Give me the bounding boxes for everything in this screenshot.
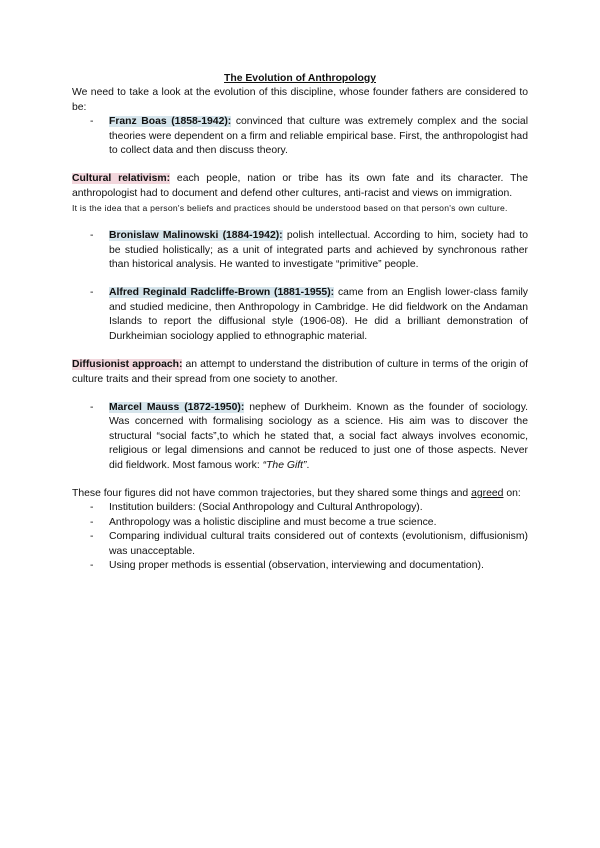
term-cultural-relativism: Cultural relativism: xyxy=(72,173,171,185)
founder-text-mauss: nephew of Durkheim. Known as the founder of sociology. Was concerned with formalising sociology as a science. His aim was to discover the structural “social facts”,to which he stated that, a social fact always involves economic, religious or legal dimensions and cannot be reduced to just one of those aspects. Never did fieldwork. Most famous work: xyxy=(109,401,529,471)
agreed-word: agreed xyxy=(471,487,504,499)
founder-text-malinowski: polish intellectual. According to him, society had to be studied holistically; as a unit of integrated parts and achieved by synchronous rather than historical analysis. He wanted to investigate “primitive” people. xyxy=(109,230,528,271)
document-body xyxy=(72,72,528,573)
list-item-radcliffe xyxy=(72,286,528,344)
conclusion-after: on: xyxy=(503,487,521,499)
intro-paragraph: We need to take a look at the evolution of this discipline, whose founder fathers are considered to be: xyxy=(72,87,528,113)
founder-name-boas: Franz Boas (1858-1942): xyxy=(109,116,232,128)
founder-name-mauss: Marcel Mauss (1872-1950): xyxy=(109,401,245,413)
list-item-malinowski xyxy=(72,229,528,272)
agreed-item: - Comparing individual cultural traits considered out of contexts (evolutionism, diffusionism) was unacceptable. xyxy=(72,530,528,559)
document-title: The Evolution of Anthropology xyxy=(224,73,376,84)
founder-text-boas: convinced that culture was extremely complex and the social theories were dependent on a firm and reliable empirical base. First, the anthropologist had to collect data and then discuss theory. xyxy=(109,116,529,157)
cultural-relativism-paragraph xyxy=(72,172,528,201)
founders-list-3 xyxy=(72,286,528,344)
conclusion-paragraph xyxy=(72,487,528,501)
founders-list-4 xyxy=(72,401,528,473)
agreed-item: - Anthropology was a holistic discipline and must become a true science. xyxy=(72,516,528,530)
founder-name-malinowski: Bronislaw Malinowski (1884-1942): xyxy=(109,230,283,242)
sentence-end: . xyxy=(306,459,310,471)
conclusion-text: These four figures did not have common trajectories, but they shared some things and xyxy=(72,487,472,499)
agreed-item: - Using proper methods is essential (observation, interviewing and documentation). xyxy=(72,559,528,573)
agreed-list xyxy=(72,501,528,573)
diffusionist-paragraph xyxy=(72,358,528,387)
cultural-relativism-text: each people, nation or tribe has its own fate and its character. The anthropologist had to document and defend other cultures, anti-racist and views on immigration. xyxy=(72,173,528,199)
founders-list-2 xyxy=(72,229,528,272)
founder-text-radcliffe: came from an English lower-class family and studied medicine, then Anthropology in Cambridge. He did fieldwork on the Andaman Islands to report the diffusional style (1906-08). He did a brilliant demonstration of Durkheimian sociology applied to ethnographic material. xyxy=(109,287,529,342)
agreed-item: - Institution builders: (Social Anthropology and Cultural Anthropology). xyxy=(72,501,528,515)
founders-list-1 xyxy=(72,115,528,158)
list-item-mauss xyxy=(72,401,528,473)
cultural-relativism-note: It is the idea that a person's beliefs and practices should be understood based on that person's own culture. xyxy=(72,203,508,214)
diffusionist-text: an attempt to understand the distribution of culture in terms of the origin of culture traits and their spread from one society to another. xyxy=(72,359,528,385)
list-item-boas xyxy=(72,115,528,158)
founder-name-radcliffe: Alfred Reginald Radcliffe-Brown (1881-1955): xyxy=(109,287,335,299)
famous-work-title: “The Gift” xyxy=(262,459,307,471)
term-diffusionist: Diffusionist approach: xyxy=(72,359,183,371)
